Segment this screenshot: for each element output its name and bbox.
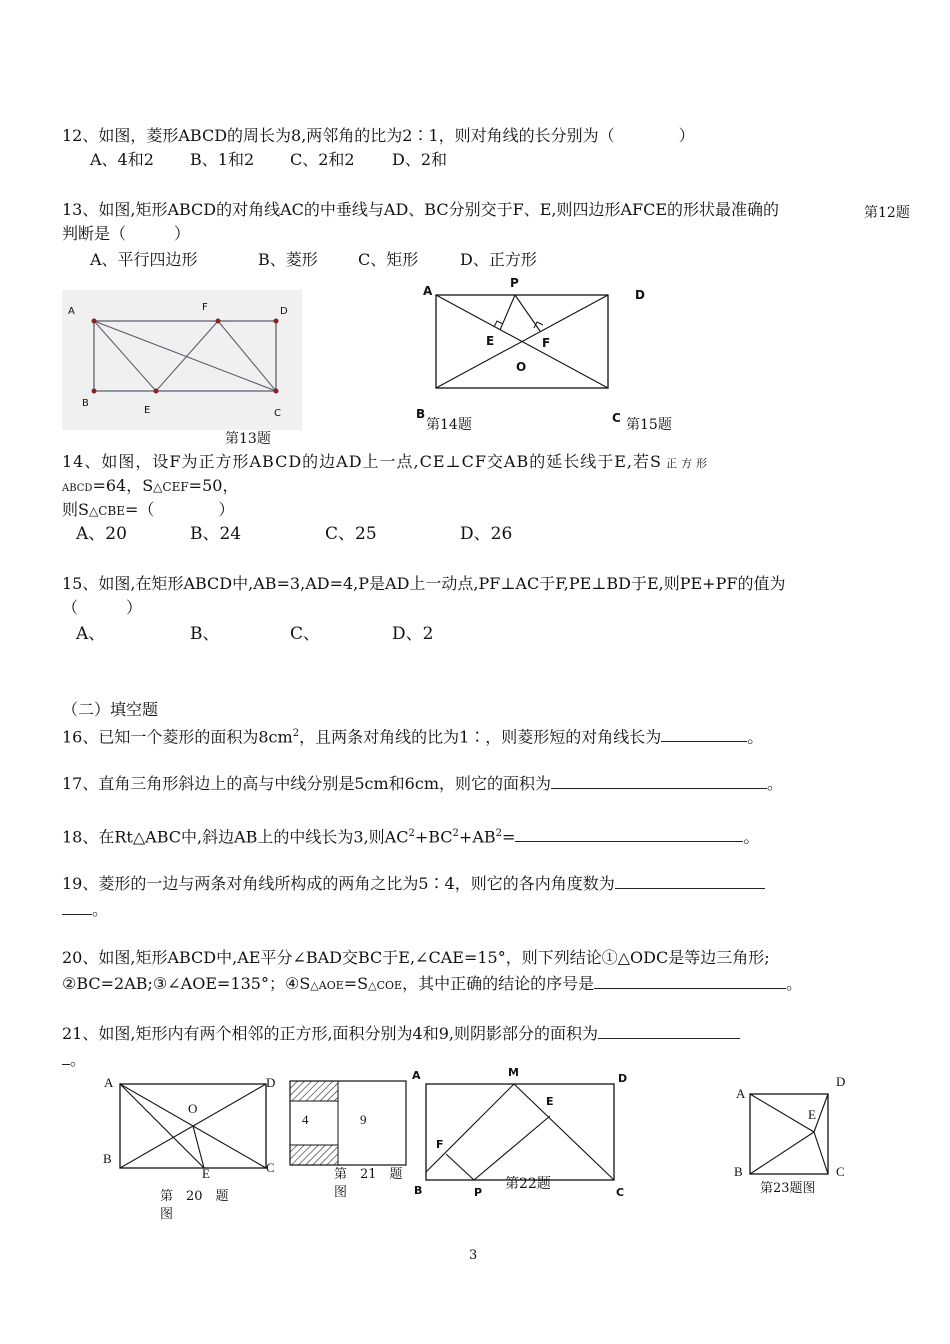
q14-eq64: =64，S (92, 476, 154, 495)
q15-option-b: B、 (190, 624, 220, 644)
fig23-label-b: B (734, 1164, 743, 1179)
q12-option-d: D、2和 (392, 150, 448, 169)
fig23-label-c: C (836, 1164, 845, 1179)
fig13-caption: 第13题 (225, 431, 271, 447)
fig14-caption: 第14题 (426, 417, 472, 433)
fig23-label-a: A (736, 1086, 746, 1101)
q13-option-d: D、正方形 (460, 250, 537, 269)
q17-text: 17、直角三角形斜边上的高与中线分别是5cm和6cm，则它的面积为 (62, 774, 551, 793)
figure-22-drawing (418, 1076, 628, 1186)
segment-fp (446, 1154, 474, 1180)
q20-text-a: ②BC=2AB;③∠AOE=135°；④S (62, 974, 311, 993)
q14-subscript-square: 正方形 (665, 457, 711, 470)
fig14-label-e: E (486, 334, 495, 348)
fig20-label-o: O (188, 1101, 198, 1116)
q14-eq50: =50， (188, 476, 239, 495)
fig21-caption-line2: 图 (334, 1185, 348, 1200)
fig20-label-a: A (104, 1075, 114, 1090)
fig13-label-e: E (144, 405, 151, 416)
fig22-label-m: M (508, 1066, 519, 1079)
right-angle-f (534, 322, 543, 328)
q21-end: 。 (70, 1050, 87, 1069)
q16 (62, 724, 763, 747)
point-e (154, 389, 159, 394)
figure-23-drawing (746, 1080, 846, 1180)
segment-pf (515, 295, 540, 331)
q12-option-b: B、1和2 (190, 150, 255, 169)
q20-line2 (62, 974, 802, 996)
fig15-caption: 第15题 (626, 417, 672, 433)
q15-option-c: C、 (290, 624, 321, 644)
q16-text-b: ，且两条对角线的比为1∶，则菱形短的对角线长为 (299, 727, 662, 747)
fig20-label-e: E (202, 1166, 210, 1181)
point-a (92, 319, 97, 324)
q17 (62, 774, 783, 794)
shaded-top (290, 1081, 338, 1101)
q14-stem-part1: 14、如图，设F为正方形ABCD的边AD上一点,CE⊥CF交AB的延长线于E,若S (62, 452, 662, 471)
segment-mb (426, 1084, 514, 1172)
q15-option-a: A、 (76, 624, 106, 644)
fig22-caption: 第22题 (505, 1176, 551, 1192)
segment-pe (500, 295, 515, 330)
q13-option-c: C、矩形 (358, 250, 419, 269)
q20-text-e: ，其中正确的结论的序号是 (402, 974, 595, 993)
fig20-label-b: B (103, 1151, 112, 1166)
q17-end: 。 (767, 774, 784, 793)
fig14-label-d: D (635, 288, 645, 302)
q16-text-a: 16、已知一个菱形的面积为8cm (62, 727, 293, 747)
q12-option-a: A、4和2 (90, 150, 154, 169)
fig13-label-a: A (68, 306, 75, 317)
fig22-label-b: B (414, 1184, 423, 1197)
segment-oe-20 (193, 1126, 204, 1168)
fig22-label-c: C (616, 1186, 625, 1199)
q18-end: 。 (743, 827, 760, 847)
fig21-label-9: 9 (360, 1112, 367, 1127)
q12-stem: 12、如图，菱形ABCD的周长为8,两邻角的比为2∶1，则对角线的长分别为（ ） (62, 126, 695, 145)
segment-ef (156, 321, 218, 391)
q18 (62, 824, 759, 847)
segment-fc (218, 321, 276, 391)
q14-paren: =（ ） (124, 500, 235, 519)
q21-text: 21、如图,矩形内有两个相邻的正方形,面积分别为4和9,则阴影部分的面积为 (62, 1024, 598, 1043)
segment-ce-23 (814, 1132, 828, 1174)
q13-stem-line1: 13、如图,矩形ABCD的对角线AC的中垂线与AD、BC分别交于F、E,则四边形AFCE的形状最准确的 (62, 200, 780, 219)
q19-blank (615, 874, 765, 889)
q18-sup1: 2 (408, 828, 415, 839)
fig13-label-d: D (280, 306, 288, 317)
diagonal-ac (94, 321, 276, 391)
q13-option-a: A、平行四边形 (90, 250, 198, 269)
fig22-label-e: E (546, 1095, 554, 1108)
q20-end: 。 (786, 974, 803, 993)
segment-pe-22 (474, 1116, 550, 1180)
segment-ae (94, 321, 156, 391)
fig21-caption-line1: 第 21 题 (334, 1167, 403, 1182)
q15-stem-line1: 15、如图,在矩形ABCD中,AB=3,AD=4,P是AD上一动点,PF⊥AC于F,PE⊥BD于E,则PE+PF的值为 (62, 574, 786, 593)
fig20-caption-line1: 第 20 题 (160, 1189, 229, 1204)
fig20-label-d: D (266, 1075, 276, 1090)
q14-stem-line1 (62, 452, 711, 474)
figure-13 (62, 290, 302, 430)
page-number: 3 (469, 1248, 478, 1263)
shaded-bottom (290, 1145, 338, 1165)
fig20-label-c: C (266, 1160, 275, 1175)
q18-sup2: 2 (452, 828, 459, 839)
fig14-label-a: A (423, 284, 433, 298)
q19 (62, 874, 765, 894)
q19-line2 (62, 900, 108, 920)
q13-stem-line2: 判断是（ ） (62, 224, 191, 243)
fig22-label-a: A (412, 1069, 421, 1082)
q18-text-a: 18、在Rt△ABC中,斜边AB上的中线长为3,则AC (62, 827, 409, 847)
fig21-label-4: 4 (302, 1112, 309, 1127)
q19-blank2 (62, 900, 92, 915)
fig14-label-f: F (542, 336, 551, 350)
q20-sub-coe: △COE (368, 979, 403, 992)
q18-text-d: +AB (458, 827, 496, 847)
point-f (216, 319, 221, 324)
fig14-label-p: P (510, 276, 519, 290)
q14-option-d: D、26 (460, 524, 513, 544)
segment-be-23 (750, 1132, 814, 1174)
q16-sup: 2 (292, 728, 300, 739)
fig14-label-b: B (416, 407, 426, 421)
section-title: （二）填空题 (62, 700, 159, 719)
figure-13-drawing (62, 290, 302, 430)
fig13-label-f: F (202, 302, 208, 313)
fig20-caption-line2: 图 (160, 1207, 174, 1222)
q14-option-a: A、20 (76, 524, 127, 544)
q18-blank (515, 827, 743, 842)
fig23-caption: 第23题图 (760, 1181, 816, 1196)
square-abcd-23 (750, 1094, 828, 1174)
q14-sub-cef: △CEF (153, 480, 189, 494)
q17-blank (551, 774, 767, 789)
figure-20-drawing (100, 1076, 300, 1196)
q13-option-b: B、菱形 (258, 250, 318, 269)
q20-sub-aoe: △AOE (310, 979, 344, 992)
q21-line2 (62, 1050, 86, 1070)
segment-ae-20 (120, 1084, 204, 1168)
fig23-label-e: E (808, 1107, 816, 1122)
q20-blank (594, 974, 786, 989)
q18-sup3: 2 (495, 828, 503, 839)
q18-text-e: = (502, 827, 516, 847)
point-d (274, 319, 279, 324)
q12-option-c: C、2和2 (290, 150, 355, 169)
q16-end: 。 (747, 727, 764, 747)
segment-de-23 (814, 1094, 828, 1132)
q21-blank (598, 1024, 740, 1039)
q15-option-d: D、2 (392, 624, 434, 644)
q14-option-c: C、25 (325, 524, 377, 544)
q14-stem-line3 (62, 500, 234, 521)
segment-ae-23 (750, 1094, 814, 1132)
q20-line1: 20、如图,矩形ABCD中,AE平分∠BAD交BC于E,∠CAE=15°，则下列结论①△ODC是等边三角形; (62, 948, 770, 967)
q21-blank2 (62, 1050, 70, 1065)
segment-mc (514, 1084, 614, 1180)
q12-side-caption: 第12题 (864, 205, 910, 221)
point-b (92, 389, 97, 394)
rectangle-abcd-22 (426, 1084, 614, 1180)
fig22-label-p: P (474, 1186, 483, 1199)
q15-stem-line2: （ ） (62, 598, 143, 617)
q14-sub-cbe: △CBE (88, 504, 125, 518)
fig13-label-c: C (274, 408, 281, 419)
q19-text: 19、菱形的一边与两条对角线所构成的两角之比为5∶4，则它的各内角度数为 (62, 874, 615, 893)
q16-blank (661, 727, 747, 742)
q14-sub-abcd: ABCD (62, 483, 93, 494)
fig14-label-c: C (612, 411, 621, 425)
fig23-label-d: D (836, 1074, 846, 1089)
q19-end: 。 (92, 900, 109, 919)
fig22-label-d: D (618, 1072, 628, 1085)
fig13-label-b: B (82, 398, 89, 409)
q14-option-b: B、24 (190, 524, 242, 544)
fig14-label-o: O (516, 360, 527, 374)
point-c (274, 389, 279, 394)
q20-text-c: =S (343, 974, 369, 993)
q18-text-b: +BC (414, 827, 453, 847)
q14-stem-line2 (62, 476, 238, 499)
q21 (62, 1024, 740, 1044)
q14-then-s: 则S (62, 500, 89, 519)
fig22-label-f: F (436, 1138, 444, 1151)
